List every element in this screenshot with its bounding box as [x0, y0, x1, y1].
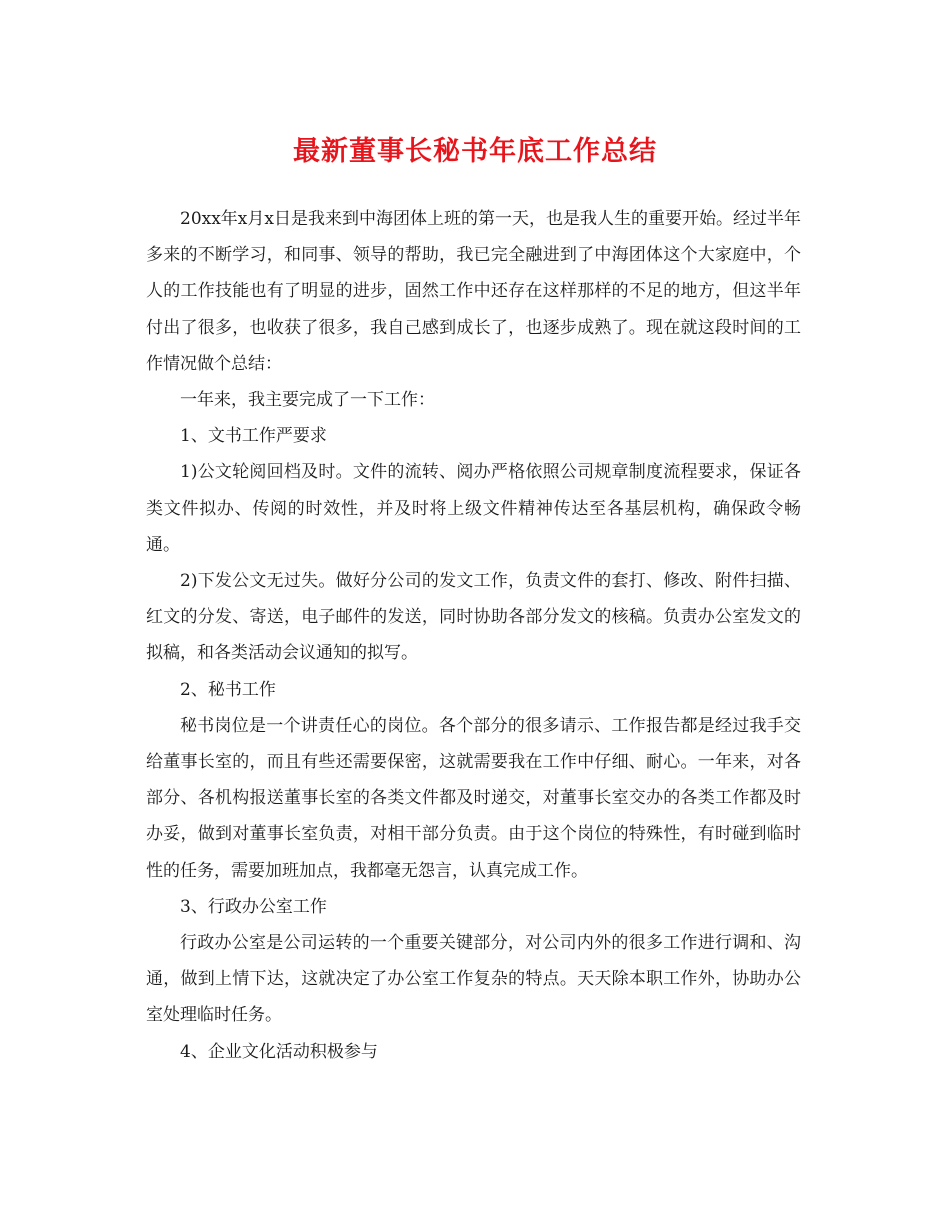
section-heading-4: 4、企业文化活动积极参与: [180, 1041, 378, 1062]
paragraph-1-2: 2)下发公文无过失。做好分公司的发文工作，负责文件的套打、修改、附件扫描、红文的分发、寄送，电子邮件的发送，同时协助各部分发文的核稿。负责办公室发文的拟稿，和各类活动会议通知的拟写。: [146, 571, 801, 664]
paragraph-1-1: 1)公文轮阅回档及时。文件的流转、阅办严格依照公司规章制度流程要求，保证各类文件拟办、传阅的时效性，并及时将上级文件精神传达至各基层机构，确保政令畅通。: [146, 462, 801, 555]
document-body: [146, 201, 801, 1070]
section-heading-3: 3、行政办公室工作: [180, 896, 327, 917]
paragraph-3: 行政办公室是公司运转的一个重要关键部分，对公司内外的很多工作进行调和、沟通，做到上情下达，这就决定了办公室工作复杂的特点。天天除本职工作外，协助办公室处理临时任务。: [146, 933, 801, 1026]
document-title: 最新董事长秘书年底工作总结: [293, 136, 657, 167]
section-heading-1: 1、文书工作严要求: [180, 426, 327, 447]
paragraph-summary-lead: 一年来，我主要完成了一下工作：: [180, 390, 435, 411]
section-heading-2: 2、秘书工作: [180, 679, 276, 700]
paragraph-2: 秘书岗位是一个讲责任心的岗位。各个部分的很多请示、工作报告都是经过我手交给董事长室的，而且有些还需要保密，这就需要我在工作中仔细、耐心。一年来，对各部分、各机构报送董事长室的各类文件都及时递交，对董事长室交办的各类工作都及时办妥，做到对董事长室负责，对相干部分负责。由于这个岗位的特殊性，有时碰到临时性的任务，需要加班加点，我都毫无怨言，认真完成工作。: [146, 715, 801, 881]
paragraph-intro: 20xx年x月x日是我来到中海团体上班的第一天，也是我人生的重要开始。经过半年多来的不断学习，和同事、领导的帮助，我已完全融进到了中海团体这个大家庭中，个人的工作技能也有了明显的进步，固然工作中还存在这样那样的不足的地方，但这半年付出了很多，也收获了很多，我自己感到成长了，也逐步成熟了。现在就这段时间的工作情况做个总结：: [146, 209, 801, 374]
